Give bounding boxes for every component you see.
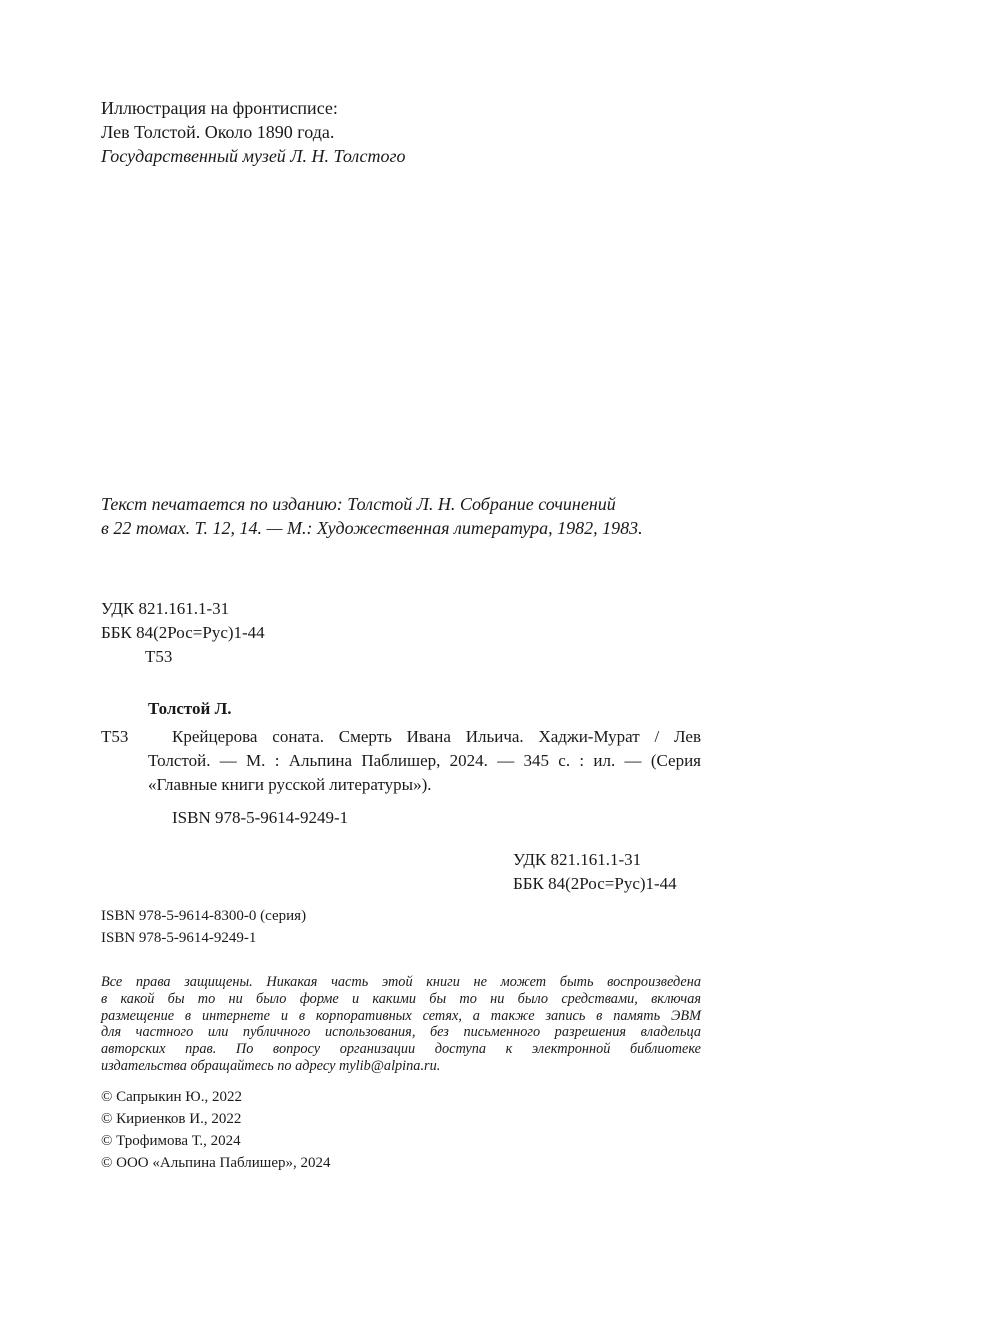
catalog-desc-line: Толстой. — М. : Альпина Паблишер, 2024. — 345 с. : ил. — (Серия: [148, 751, 701, 770]
catalog-udk: УДК 821.161.1-31: [513, 850, 642, 869]
frontispiece-source: Государственный музей Л. Н. Толстого: [101, 146, 406, 166]
frontispiece-caption: Лев Толстой. Около 1890 года.: [101, 122, 335, 142]
source-note-line: Текст печатается по изданию: Толстой Л. Н. Собрание сочинений: [101, 494, 616, 514]
frontispiece-label: Иллюстрация на фронтисписе:: [101, 98, 338, 118]
catalog-card: [101, 697, 711, 721]
isbn-series: ISBN 978-5-9614-8300-0 (серия): [101, 908, 307, 924]
catalog-description: [101, 725, 711, 797]
rights-line: для частного или публичного использования, без письменного разрешения владельца: [101, 1024, 701, 1041]
catalog-author-heading: Толстой Л.: [148, 699, 232, 718]
udk-code: УДК 821.161.1-31: [101, 599, 230, 618]
copyright-list: [101, 1086, 711, 1174]
source-edition-note: [101, 492, 711, 540]
copyright-line: © Сапрыкин Ю., 2022: [101, 1089, 242, 1105]
copyright-line: © Трофимова Т., 2024: [101, 1133, 241, 1149]
rights-line: Все права защищены. Никакая часть этой книги не может быть воспроизведена: [101, 974, 701, 990]
catalog-isbn: ISBN 978-5-9614-9249-1: [172, 808, 349, 827]
rights-notice: [101, 974, 701, 1075]
frontispiece-note: [101, 96, 711, 168]
rights-line: авторских прав. По вопросу организации доступа к электронной библиотеке: [101, 1041, 701, 1058]
catalog-bbk: ББК 84(2Рос=Рус)1-44: [513, 874, 677, 893]
catalog-isbn-block: [101, 806, 711, 830]
rights-line: в какой бы то ни было форме и какими бы то ни было средствами, включая: [101, 990, 701, 1007]
catalog-mark: Т53: [101, 727, 129, 746]
classification-codes: [101, 597, 711, 669]
copyright-line: © Кириенков И., 2022: [101, 1111, 242, 1127]
rights-line: издательства обращайтесь по адресу mylib@alpina.ru.: [101, 1057, 441, 1074]
isbn-book: ISBN 978-5-9614-9249-1: [101, 930, 257, 946]
catalog-right-codes: [101, 848, 711, 896]
source-note-line: в 22 томах. Т. 12, 14. — М.: Художественная литература, 1982, 1983.: [101, 518, 643, 538]
rights-line: размещение в интернете и в корпоративных сетях, а также запись в память ЭВМ: [101, 1007, 701, 1024]
isbn-list: [101, 905, 711, 949]
bbk-code: ББК 84(2Рос=Рус)1-44: [101, 623, 265, 642]
catalog-desc-line: Крейцерова соната. Смерть Ивана Ильича. Хаджи-Мурат / Лев: [172, 727, 701, 746]
copyright-line: © ООО «Альпина Паблишер», 2024: [101, 1155, 331, 1171]
author-mark: Т53: [145, 647, 173, 666]
catalog-desc-line: «Главные книги русской литературы»).: [148, 775, 432, 794]
